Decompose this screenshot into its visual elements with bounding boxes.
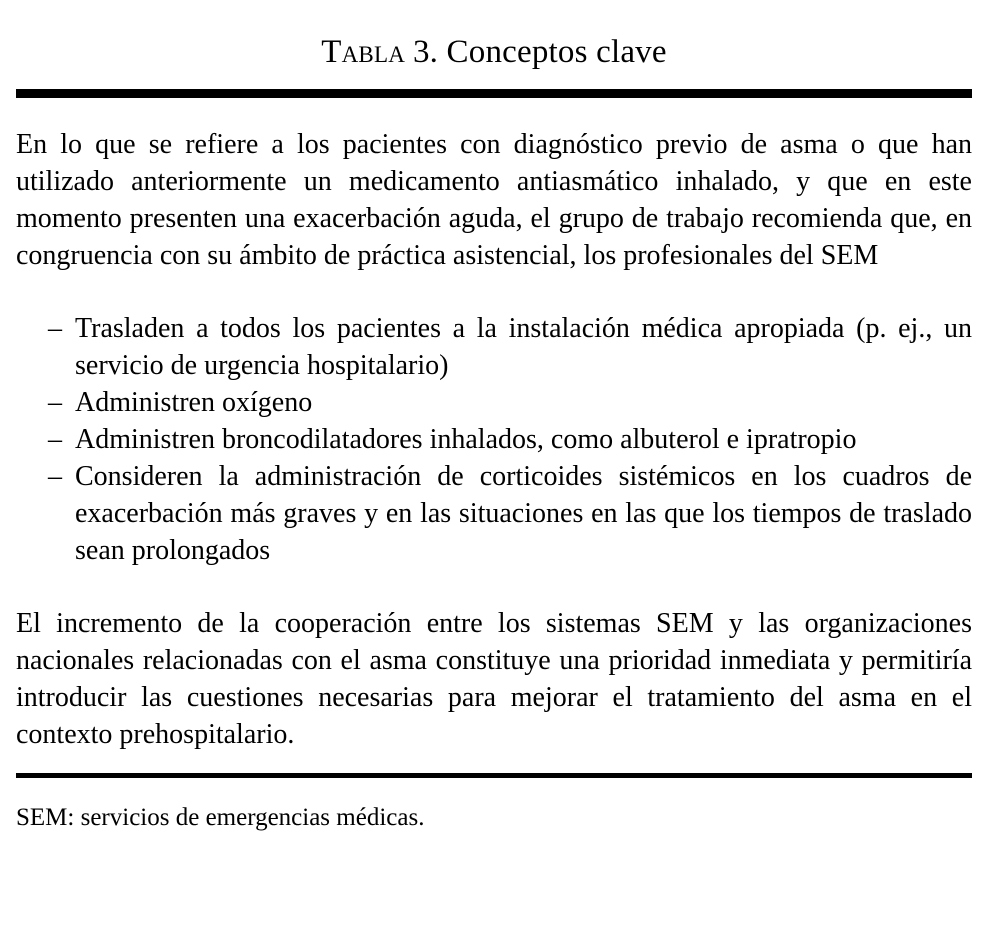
table-title-label: Tabla xyxy=(321,34,406,70)
list-item-text: Administren broncodilatadores inhalados, como albuterol e ipratropio xyxy=(75,424,857,456)
dash-marker: – xyxy=(48,313,62,345)
dash-marker: – xyxy=(48,424,62,456)
dash-marker: – xyxy=(48,461,62,493)
list-item-text: Consideren la administración de corticoides sistémicos en los cuadros de exacerbación más graves y en las situaciones en las que los tiempos de traslado sean prolongados xyxy=(75,461,972,567)
footnote-rule xyxy=(16,773,972,778)
top-rule xyxy=(16,89,972,98)
footnote: SEM: servicios de emergencias médicas. xyxy=(16,804,425,832)
recommendations-list xyxy=(16,310,972,569)
intro-paragraph: En lo que se refiere a los pacientes con diagnóstico previo de asma o que han utilizado anteriormente un medicamento antiasmático inhalado, y que en este momento presenten una exacerbación aguda, el grupo de trabajo recomienda que, en congruencia con su ámbito de práctica asistencial, los profesionales del SEM xyxy=(16,129,972,272)
list-item-text: Trasladen a todos los pacientes a la instalación médica apropiada (p. ej., un servicio de urgencia hospitalario) xyxy=(75,313,972,382)
dash-marker: – xyxy=(48,387,62,419)
closing-paragraph: El incremento de la cooperación entre los sistemas SEM y las organizaciones nacionales relacionadas con el asma constituye una prioridad inmediata y permitiría introducir las cuestiones necesarias para mejorar el tratamiento del asma en el contexto prehospitalario. xyxy=(16,608,972,751)
list-item-broncodilatadores xyxy=(48,421,972,458)
list-item-corticoides xyxy=(48,458,972,569)
table-title-text: 3. Conceptos clave xyxy=(412,34,667,70)
list-item-text: Administren oxígeno xyxy=(75,387,313,419)
list-item-oxigeno xyxy=(48,384,972,421)
table-title xyxy=(16,32,972,73)
list-item-traslado xyxy=(48,310,972,384)
